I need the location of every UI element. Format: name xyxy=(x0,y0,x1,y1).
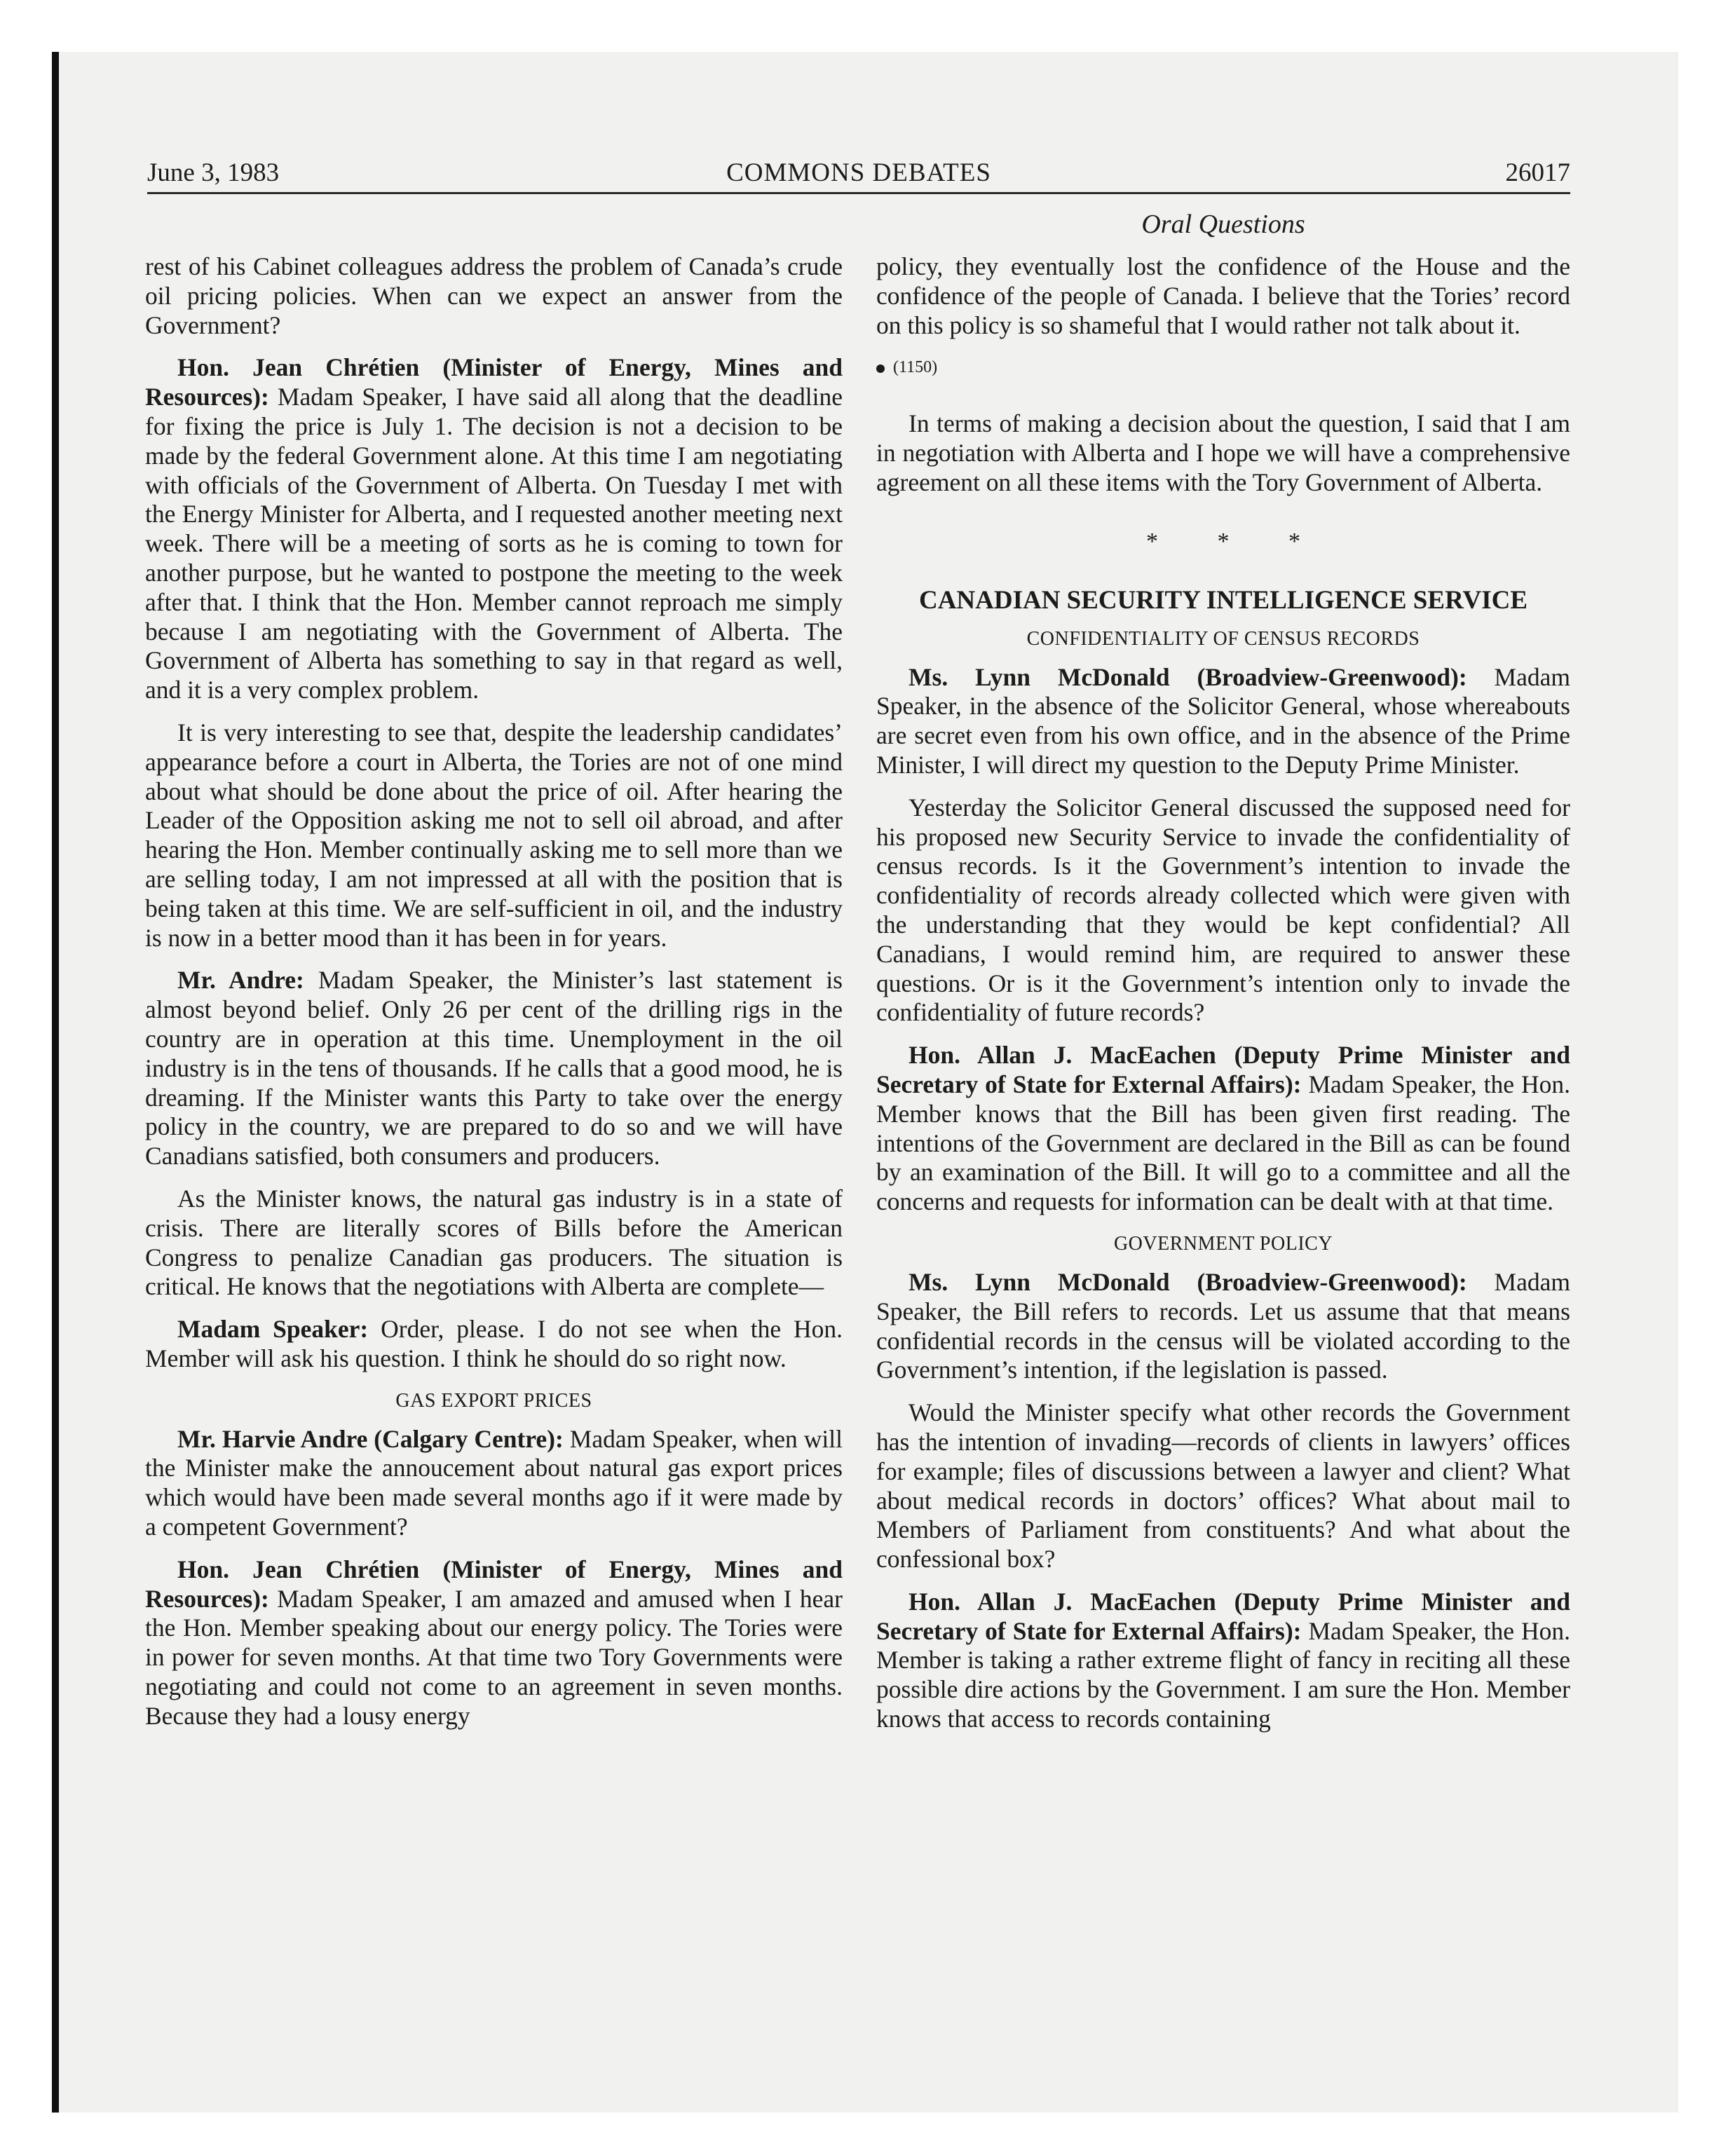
paragraph xyxy=(876,1588,1570,1734)
speaker-name: Mr. Harvie Andre (Calgary Centre): xyxy=(177,1424,564,1453)
paragraph xyxy=(145,1555,843,1731)
right-column xyxy=(876,252,1570,1747)
paragraph: rest of his Cabinet colleagues address the problem of Canada’s crude oil pricing policies. When can we expect an answer from the Government? xyxy=(145,252,843,339)
paragraph: As the Minister knows, the natural gas industry is in a state of crisis. There are literally scores of Bills before the American Congress to penalize Canadian gas producers. The situation is critical. He knows that the negotiations with Alberta are complete— xyxy=(145,1184,843,1301)
speech-text: Madam Speaker, the Minister’s last statement is almost beyond belief. Only 26 per cent of the drilling rigs in the country are in operation at this time. Unemployment in the oil industry is in the tens of thousands. If he calls that a good mood, he is dreaming. If the Minister wants this Party to take over the energy policy in the country, we are prepared to do so and we will have Canadians satisfied, both consumers and producers. xyxy=(145,966,843,1171)
paragraph: It is very interesting to see that, despite the leadership candidates’ appearance before a court in Alberta, the Tories are not of one mind about what should be done about the price of oil. After hearing the Leader of the Opposition asking me not to sell oil abroad, and after hearing the Hon. Member continually asking me to sell more than we are selling today, I am not impressed at all with the position that is being taken at this time. We are self-sufficient in oil, and the industry is now in a better mood than it has been in for years. xyxy=(145,718,843,952)
speech-text: Madam Speaker, in the absence of the Solicitor General, whose whereabouts are secret even from his own office, and in the absence of the Prime Minister, I will direct my question to the Deputy Prime Minister. xyxy=(876,662,1570,779)
time-marker-label: (1150) xyxy=(893,358,938,377)
speaker-name: Ms. Lynn McDonald (Broadview-Greenwood): xyxy=(909,1267,1467,1296)
speech-text: Order, please. I do not see when the Hon. Member will ask his question. I think he should do so right now. xyxy=(145,1315,843,1372)
paragraph xyxy=(876,663,1570,780)
bullet-dot-icon xyxy=(876,364,885,373)
paragraph xyxy=(145,966,843,1171)
speaker-name: Mr. Andre: xyxy=(177,966,304,995)
paragraph: Yesterday the Solicitor General discussed the supposed need for his proposed new Security Service to invade the confidentiality of census records. Is it the Government’s intention to invade the confidentiality of records already collected which were given with the understanding that they would be kept confidential? All Canadians, I would remind him, are required to answer these questions. Or is it the Government’s intention only to invade the confidentiality of future records? xyxy=(876,793,1570,1027)
publication-title: COMMONS DEBATES xyxy=(726,158,991,187)
page-number: 26017 xyxy=(1505,158,1570,187)
subheading-gas-export-prices: GAS EXPORT PRICES xyxy=(395,1389,592,1412)
paragraph xyxy=(145,353,843,705)
time-marker xyxy=(876,353,1570,381)
speaker-name: Ms. Lynn McDonald (Broadview-Greenwood): xyxy=(909,662,1467,691)
header-date: June 3, 1983 xyxy=(147,158,280,187)
main-heading: CANADIAN SECURITY INTELLIGENCE SERVICE xyxy=(918,585,1528,615)
subheading-government-policy: GOVERNMENT POLICY xyxy=(1113,1232,1333,1255)
header-rule xyxy=(147,192,1570,194)
paragraph: In terms of making a decision about the question, I said that I am in negotiation with Alberta and I hope we will have a comprehensive agreement on all these items with the Tory Government of Alberta. xyxy=(876,409,1570,496)
subheading-census-records: CONFIDENTIALITY OF CENSUS RECORDS xyxy=(1026,627,1420,650)
speaker-name: Hon. Jean Chrétien (Minister of Energy, Mines and Resources): xyxy=(145,353,843,411)
speaker-name: Hon. Allan J. MacEachen (Deputy Prime Minister and Secretary of State for External Affairs): xyxy=(876,1041,1570,1098)
paragraph xyxy=(876,1041,1570,1217)
speech-text: Madam Speaker, the Hon. Member knows that the Bill has been given first reading. The intentions of the Government are declared in the Bill as can be found by an examination of the Bill. It will go to a committee and all the concerns and requests for information can be dealt with at that time. xyxy=(876,1070,1570,1216)
speech-text: Madam Speaker, when will the Minister make the annoucement about natural gas export prices which would have been made several months ago if it were made by a competent Government? xyxy=(145,1424,843,1541)
section-heading: Oral Questions xyxy=(1141,210,1305,239)
scan-edge-shadow xyxy=(52,52,59,2113)
speaker-name: Madam Speaker: xyxy=(177,1315,369,1344)
speaker-name: Hon. Jean Chrétien (Minister of Energy, Mines and Resources): xyxy=(145,1555,843,1613)
speech-text: Madam Speaker, the Hon. Member is taking a rather extreme flight of fancy in reciting all these possible dire actions by the Government. I am sure the Hon. Member knows that access to records containing xyxy=(876,1616,1570,1733)
paragraph: Would the Minister specify what other records the Government has the intention of invading—records of clients in lawyers’ offices for example; files of discussions between a lawyer and client? What about medical records in doctors’ offices? What about mail to Members of Parliament from constituents? And what about the confessional box? xyxy=(876,1398,1570,1574)
running-header xyxy=(147,156,1570,191)
paragraph xyxy=(145,1425,843,1542)
paragraph: policy, they eventually lost the confidence of the House and the confidence of the people of Canada. I believe that the Tories’ record on this policy is so shameful that I would rather not talk about it. xyxy=(876,252,1570,339)
paragraph xyxy=(145,1315,843,1374)
left-column xyxy=(145,252,843,1745)
section-separator-stars: * * * xyxy=(1146,528,1327,554)
speech-text: Madam Speaker, I am amazed and amused when I hear the Hon. Member speaking about our energy policy. The Tories were in power for seven months. At that time two Tory Governments were negotiating and could not come to an agreement in seven months. Because they had a lousy energy xyxy=(145,1584,843,1730)
speaker-name: Hon. Allan J. MacEachen (Deputy Prime Minister and Secretary of State for External Affairs): xyxy=(876,1587,1570,1645)
speech-text: Madam Speaker, I have said all along that the deadline for fixing the price is July 1. The decision is not a decision to be made by the federal Government alone. At this time I am negotiating with officials of the Government of Alberta. On Tuesday I met with the Energy Minister for Alberta, and I requested another meeting next week. There will be a meeting of sorts as he is coming to town for another purpose, but he wanted to postpone the meeting to the week after that. I think that the Hon. Member cannot reproach me simply because I am negotiating with the Government of Alberta. The Government of Alberta has something to say in that regard as well, and it is a very complex problem. xyxy=(145,383,843,704)
speech-text: Madam Speaker, the Bill refers to records. Let us assume that that means confidential records in the census will be violated according to the Government’s intention, if the legislation is passed. xyxy=(876,1267,1570,1384)
paragraph xyxy=(876,1268,1570,1385)
